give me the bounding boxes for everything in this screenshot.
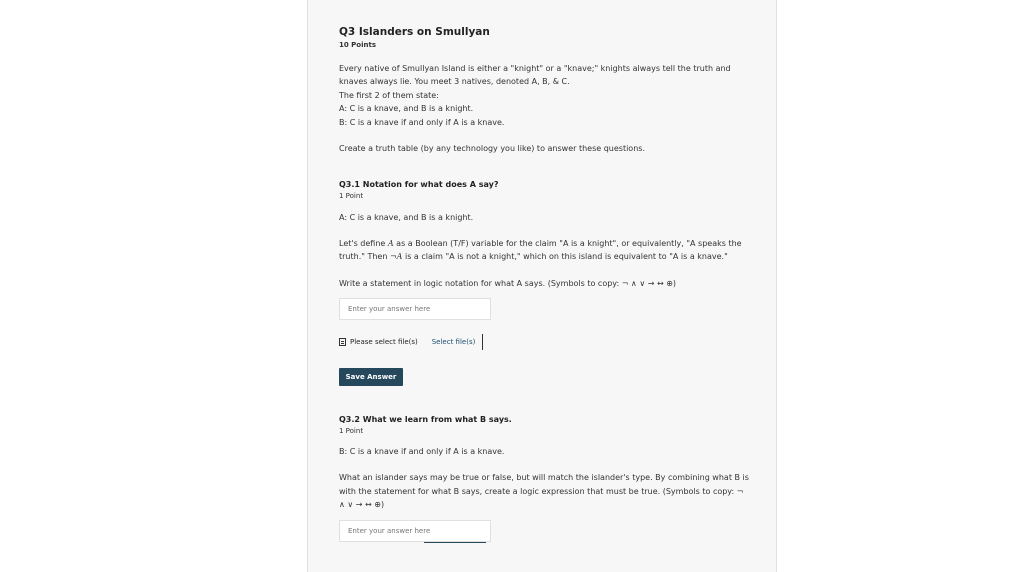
- assignment-page: [307, 0, 777, 572]
- q31-define-mid: as a Boolean (T/F) variable for the claim "A is a knight", or equivalently, "A speaks the truth." Then: [339, 238, 742, 262]
- q32-quote: B: C is a knave if and only if A is a knave.: [339, 447, 505, 457]
- q3-points: 10 Points: [339, 41, 377, 49]
- q31-define-post: is a claim "A is not a knight," which on this island is equivalent to "A is a knave.": [402, 252, 728, 262]
- q31-quote: A: C is a knave, and B is a knight.: [339, 213, 474, 223]
- q31-title: Q3.1 Notation for what does A say?: [339, 180, 499, 190]
- q3-intro-1: Every native of Smullyan Island is either a "knight" or a "knave;" knights always tell the truth and knaves always lie. You meet 3 natives, denoted A, B, & C.: [339, 64, 731, 87]
- save-answer-button[interactable]: Save Answer: [339, 368, 403, 386]
- q3-intro-3: A: C is a knave, and B is a knight.: [339, 104, 474, 114]
- question-content: [339, 25, 749, 542]
- q32-answer-input[interactable]: [339, 520, 491, 542]
- q3-intro-4: B: C is a knave if and only if A is a knave.: [339, 117, 505, 127]
- q3-intro-2: The first 2 of them state:: [339, 90, 439, 100]
- next-save-button-edge[interactable]: [424, 542, 486, 553]
- q31-definition: [339, 237, 749, 264]
- q3-instruction: Create a truth table (by any technology you like) to answer these questions.: [339, 144, 645, 154]
- q31-answer-input[interactable]: [339, 298, 491, 320]
- select-files-button[interactable]: Select file(s): [431, 338, 476, 347]
- q32-title: Q3.2 What we learn from what B says.: [339, 415, 512, 425]
- file-input-divider: [482, 334, 483, 350]
- file-icon: [339, 338, 346, 346]
- file-upload-row: [339, 333, 749, 351]
- q31-points: 1 Point: [339, 192, 364, 201]
- var-a: A: [387, 238, 394, 248]
- q32-points: 1 Point: [339, 427, 364, 436]
- q32-prompt: What an islander says may be true or false, but will match the islander's type. By combining what B is with the statement for what B says, create a logic expression that must be true. (Symbols to copy: ¬ ∧ ∨ → ↔ ⊕): [339, 473, 749, 510]
- neg-var-a: ¬A: [389, 252, 403, 262]
- q31-define-pre: Let's define: [339, 238, 388, 248]
- q3-title: Q3 Islanders on Smullyan: [339, 26, 490, 38]
- file-upload-label: Please select file(s): [350, 338, 418, 347]
- q31-prompt: Write a statement in logic notation for what A says. (Symbols to copy: ¬ ∧ ∨ → ↔ ⊕): [339, 278, 677, 288]
